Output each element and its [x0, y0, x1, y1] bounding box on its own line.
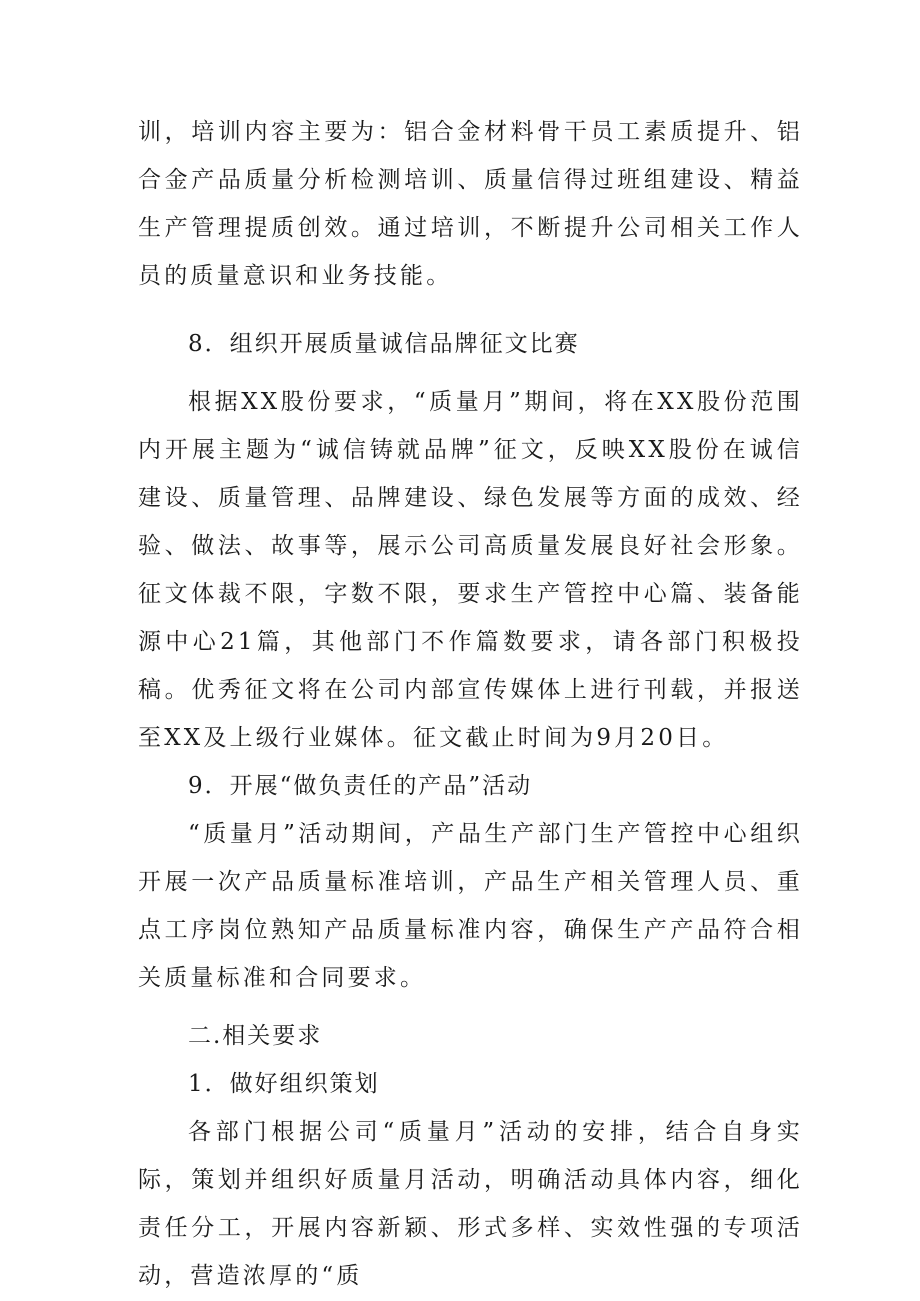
heading-section-2: 二.相关要求 — [188, 1023, 323, 1049]
paragraph-section-2-item-1: 各部门根据公司“质量月”活动的安排，结合自身实际，策划并组织好质量月活动，明确活动具体内容，细化责任分工，开展内容新颖、形式多样、实效性强的专项活动，营造浓厚的“质 — [138, 1119, 803, 1289]
paragraph-item-9: “质量月”活动期间，产品生产部门生产管控中心组织开展一次产品质量标准培训，产品生产相关管理人员、重点工序岗位熟知产品质量标准内容，确保生产产品符合相关质量标准和合同要求。 — [138, 821, 803, 991]
heading-item-8: 8．组织开展质量诚信品牌征文比赛 — [188, 331, 580, 357]
document-page — [138, 108, 803, 1300]
heading-section-2-item-1: 1．做好组织策划 — [188, 1071, 380, 1097]
paragraph-training: 训，培训内容主要为：铝合金材料骨干员工素质提升、铝合金产品质量分析检测培训、质量信得过班组建设、精益生产管理提质创效。通过培训，不断提升公司相关工作人员的质量意识和业务技能。 — [138, 119, 803, 289]
paragraph-item-8: 根据XX股份要求，“质量月”期间，将在XX股份范围内开展主题为“诚信铸就品牌”征文，反映XX股份在诚信建设、质量管理、品牌建设、绿色发展等方面的成效、经验、做法、故事等，展示公司高质量发展良好社会形象。征文体裁不限，字数不限，要求生产管控中心篇、装备能源中心21篇，其他部门不作篇数要求，请各部门积极投稿。优秀征文将在公司内部宣传媒体上进行刊载，并报送至XX及上级行业媒体。征文截止时间为9月20日。 — [138, 389, 803, 751]
heading-item-9: 9．开展“做负责任的产品”活动 — [188, 773, 533, 799]
